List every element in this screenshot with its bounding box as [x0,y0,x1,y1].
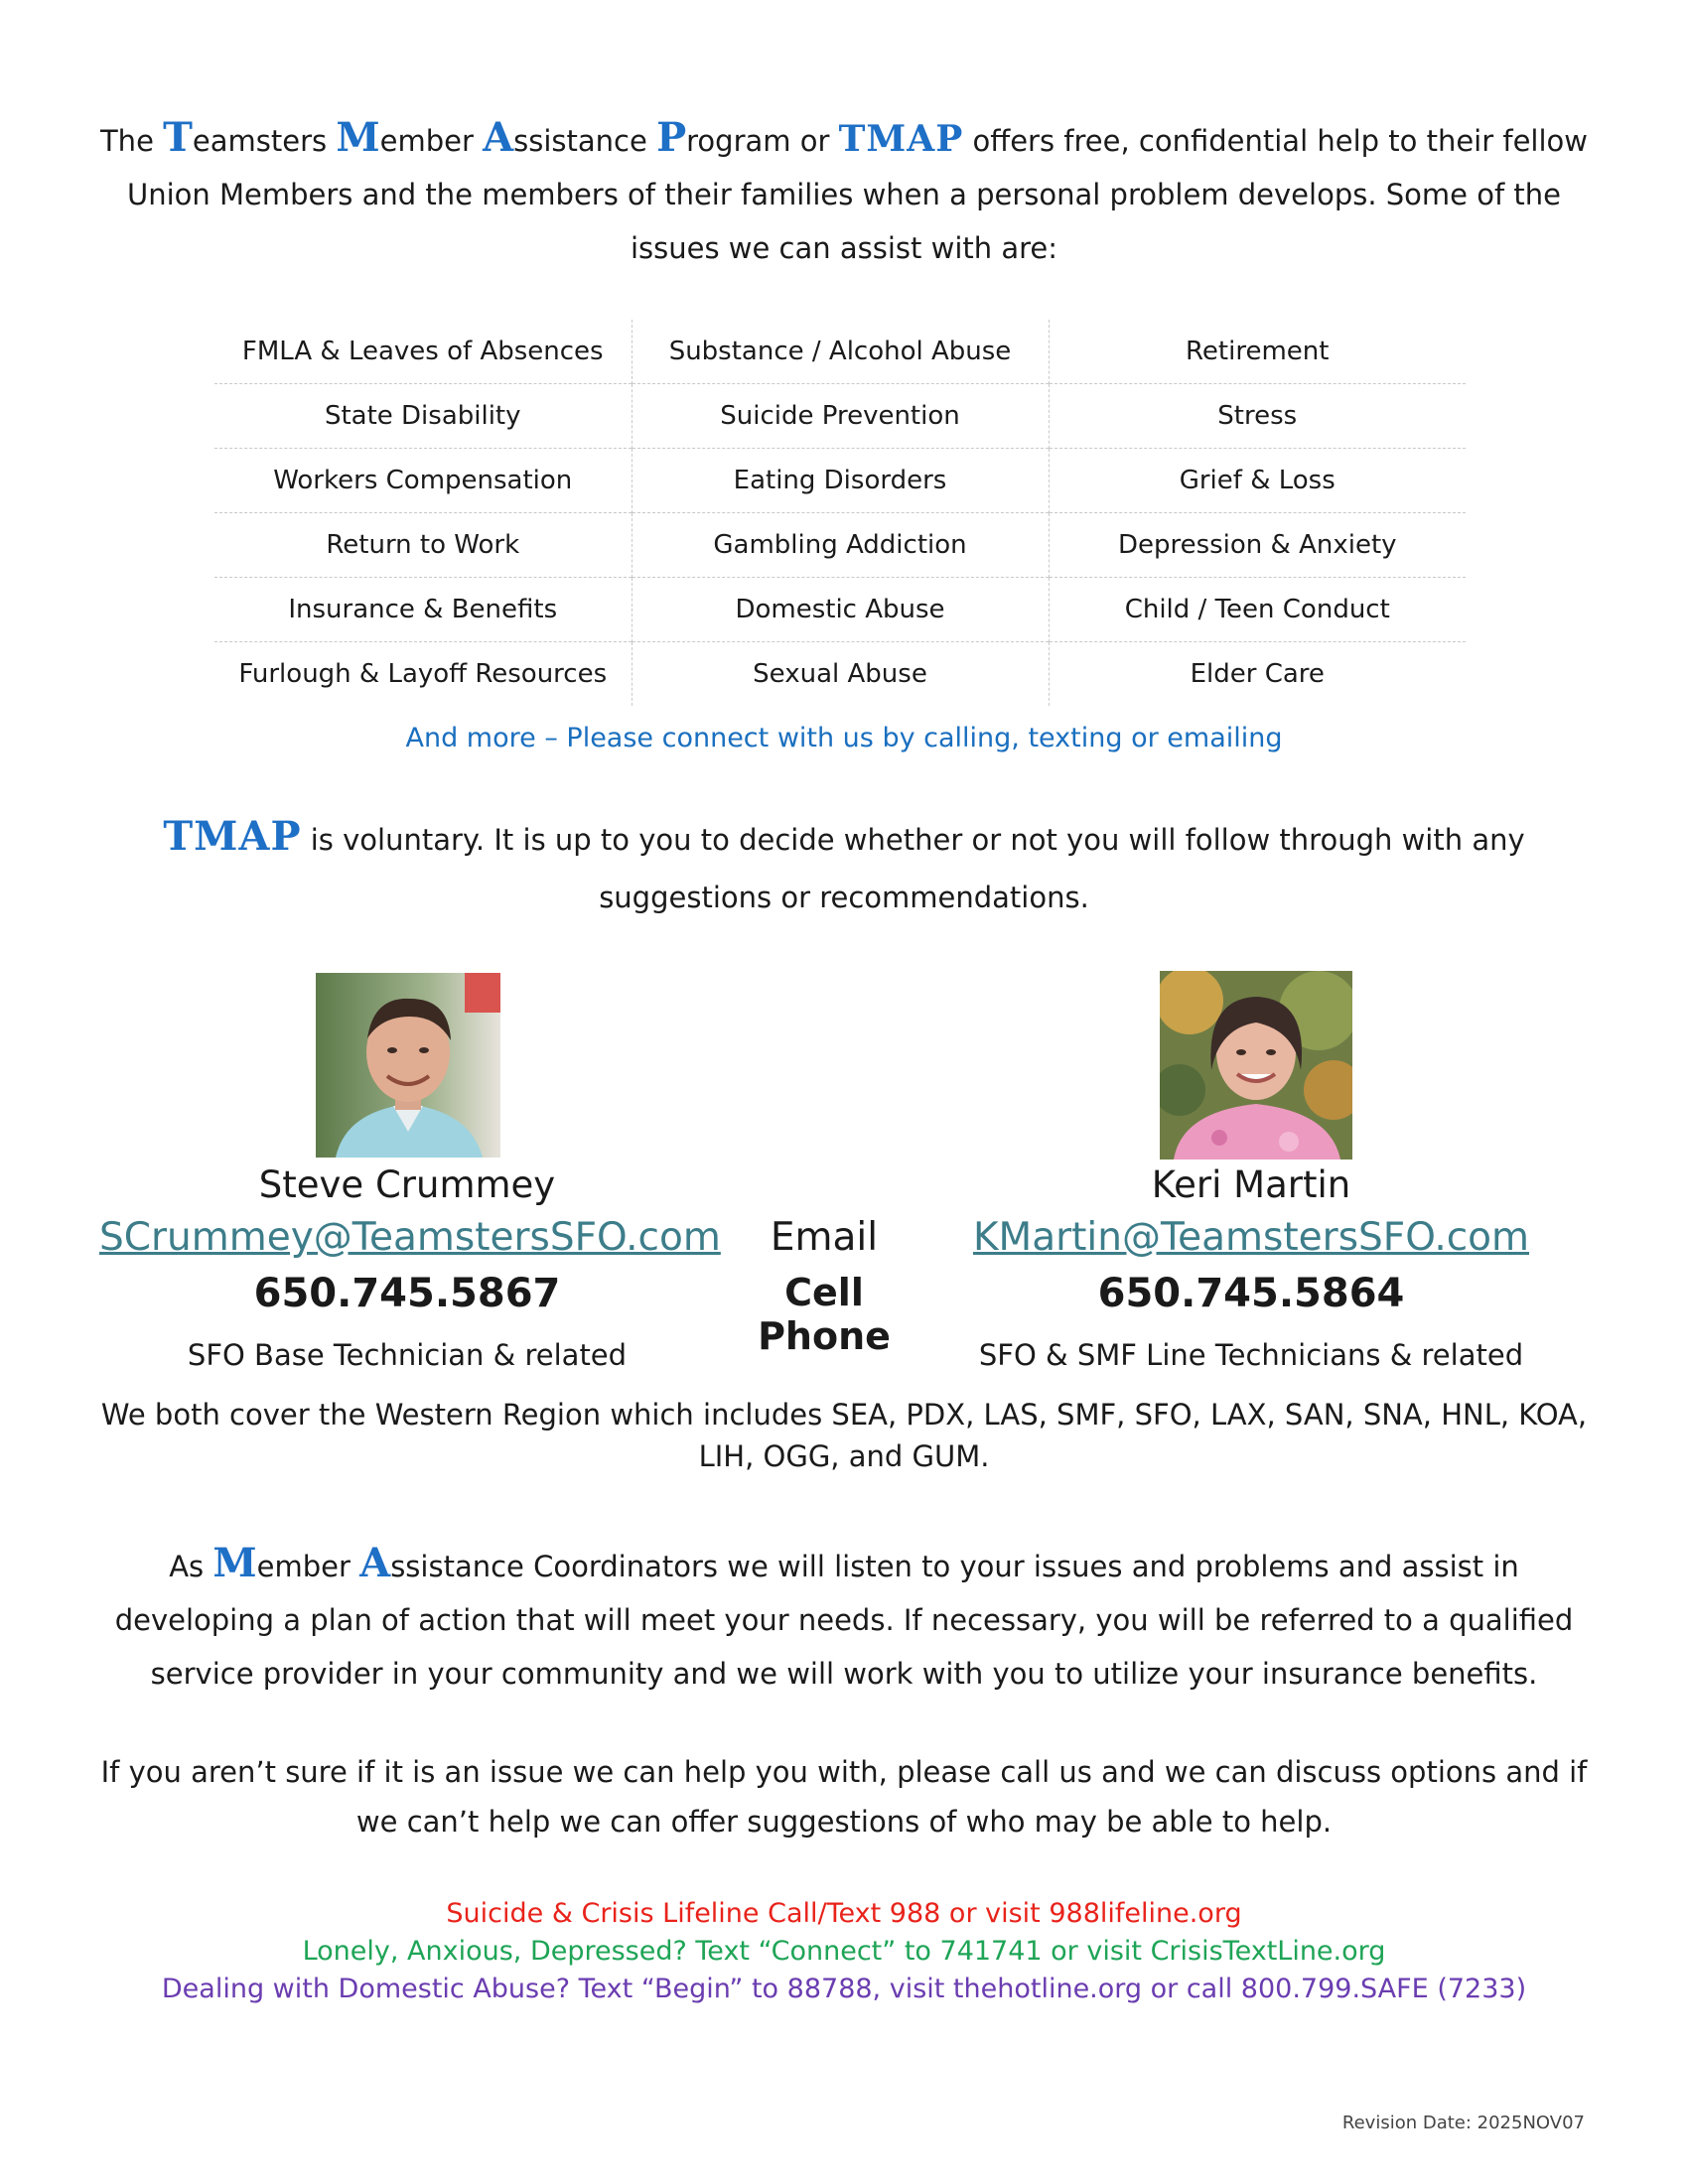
table-cell: Retirement [1049,320,1466,384]
voluntary-paragraph: TMAP is voluntary. It is up to you to decide whether or not you will follow through with any suggestions or recommendations. [163,813,1525,914]
keri-role: SFO & SMF Line Technicians & related [978,1338,1524,1372]
table-cell: State Disability [214,384,632,449]
keri-phone: 650.745.5864 [1097,1271,1405,1316]
table-cell: Gambling Addiction [632,513,1049,578]
drop-cap-t: T [163,114,193,161]
table-cell: FMLA & Leaves of Absences [241,337,604,366]
table-row [214,320,1466,384]
drop-cap-m: M [336,114,380,161]
if-not-sure-paragraph: If you aren’t sure if it is an issue we can help you with, please call us and we can discuss options and if we can’t help we can offer suggestions of who may be able to help. [100,1755,1588,1839]
steve-role: SFO Base Technician & related [187,1338,628,1372]
table-row [214,642,1466,707]
drop-cap-p: P [656,114,687,161]
tmap-wordmark: TMAP [163,813,302,860]
table-cell: Sexual Abuse [632,642,1049,707]
table-cell: Elder Care [1049,642,1466,707]
tmap-wordmark: TMAP [838,118,964,160]
steve-name: Steve Crummey [258,1163,556,1206]
table-cell: Child / Teen Conduct [1049,578,1466,642]
drop-cap-a: A [359,1540,391,1586]
drop-cap-m: M [212,1540,257,1586]
table-cell: Workers Compensation [214,449,632,513]
drop-cap-a: A [483,114,514,161]
issues-table [214,320,1466,706]
steve-phone: 650.745.5867 [253,1271,561,1316]
steve-email-link[interactable]: SCrummey@TeamstersSFO.com [99,1215,721,1260]
table-cell: Depression & Anxiety [1049,513,1466,578]
table-cell: Grief & Loss [1049,449,1466,513]
table-row [214,578,1466,642]
keri-portrait-image [1160,971,1352,1160]
table-row [214,513,1466,578]
intro-paragraph: The Teamsters Member Assistance Program or TMAP offers free, confidential help to their fellow Union Members and the members of their families when a personal problem develops. Some of the issues we can assist with are: [99,114,1589,265]
table-row [214,384,1466,449]
crisis-text-line: Lonely, Anxious, Depressed? Text “Connect” to 741741 or visit CrisisTextLine.org [302,1936,1386,1967]
table-cell: Domestic Abuse [632,578,1049,642]
table-cell: Return to Work [214,513,632,578]
keri-photo [1160,971,1352,1160]
keri-email-link[interactable]: KMartin@TeamstersSFO.com [972,1215,1530,1260]
cell-phone-label: Cell Phone [758,1271,891,1358]
revision-date: Revision Date: 2025NOV07 [1341,2113,1585,2133]
region-coverage: We both cover the Western Region which includes SEA, PDX, LAS, SMF, SFO, LAX, SAN, SNA, HNL, KOA, LIH, OGG, and GUM. [100,1398,1588,1473]
table-cell: Substance / Alcohol Abuse [632,320,1049,384]
suicide-lifeline: Suicide & Crisis Lifeline Call/Text 988 or visit 988lifeline.org [446,1898,1242,1929]
steve-portrait-image [316,973,500,1158]
table-cell: Suicide Prevention [632,384,1049,449]
table-row [214,449,1466,513]
steve-photo [316,973,500,1158]
table-cell: Stress [1049,384,1466,449]
coordinators-paragraph: As Member Assistance Coordinators we will listen to your issues and problems and assist in developing a plan of action that will meet your needs. If necessary, you will be referred to a qualified service provider in your community and we will work with you to utilize your insurance benefits. [114,1540,1574,1691]
table-cell: Furlough & Layoff Resources [214,642,632,707]
table-cell: Eating Disorders [632,449,1049,513]
domestic-abuse-hotline: Dealing with Domestic Abuse? Text “Begin” to 88788, visit thehotline.org or call 800.799.SAFE (7233) [161,1974,1527,2004]
keri-name: Keri Martin [1151,1163,1351,1206]
email-label: Email [770,1215,879,1260]
table-cell: Insurance & Benefits [214,578,632,642]
and-more-note: And more – Please connect with us by calling, texting or emailing [405,723,1283,753]
